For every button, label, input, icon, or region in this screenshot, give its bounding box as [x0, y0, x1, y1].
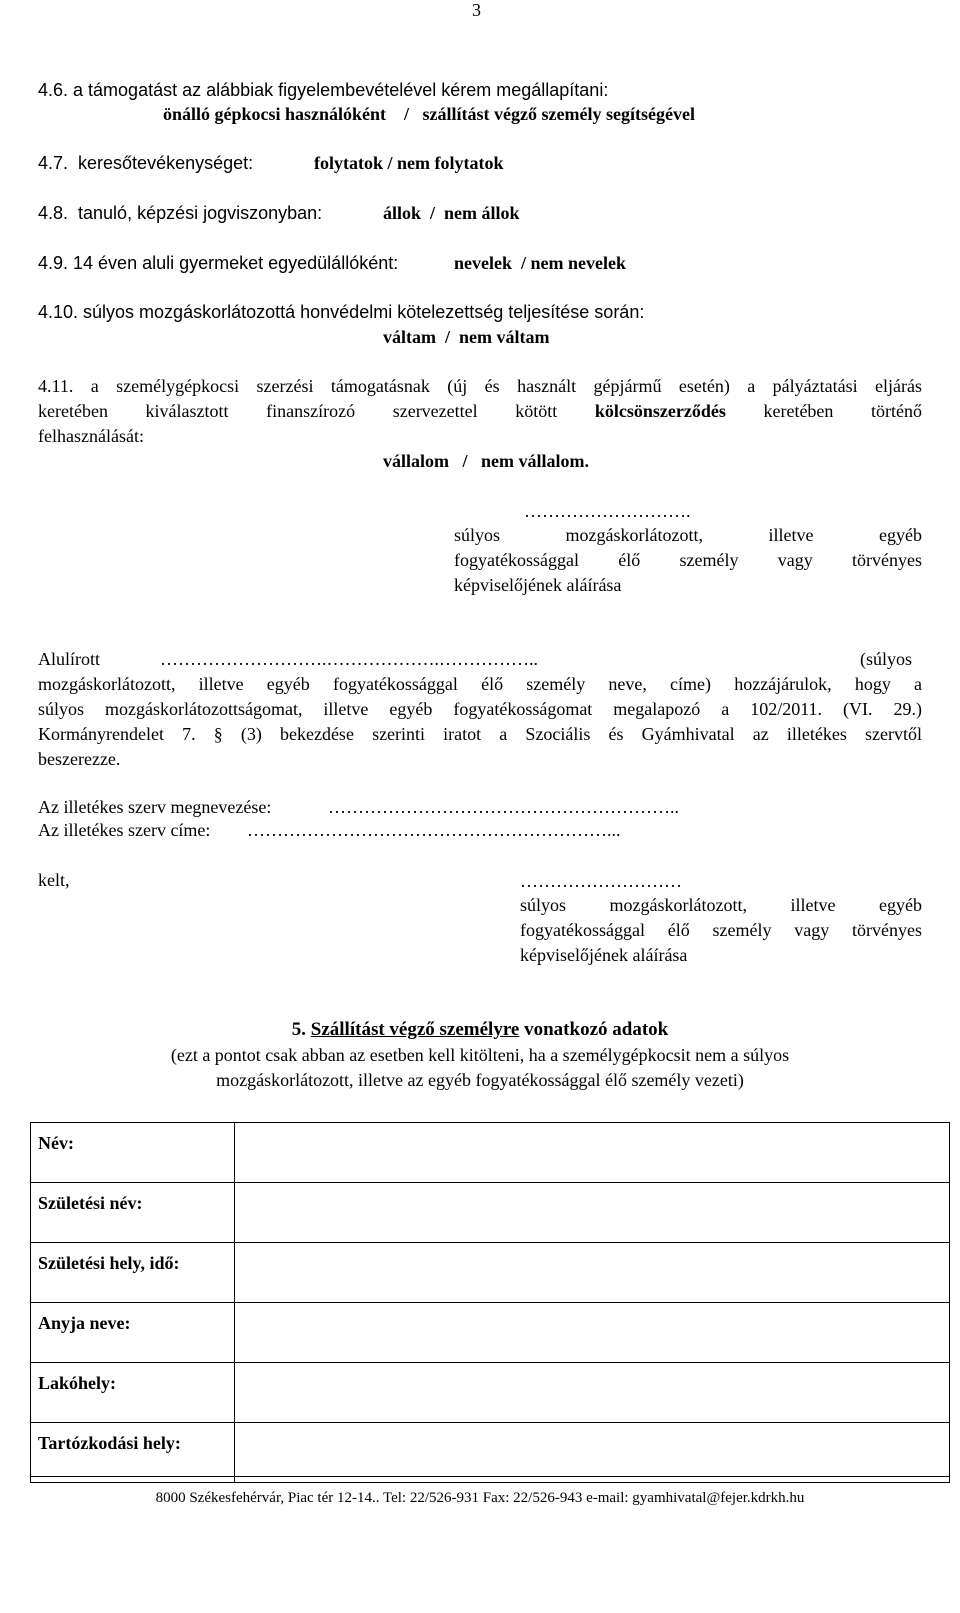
authority-address-label: Az illetékes szerv címe:: [38, 820, 211, 840]
consent-line2: mozgáskorlátozott, illetve egyéb fogyatékossággal élő személy neve, címe) hozzájárulok, hogy a: [38, 674, 922, 694]
form-row-szuletesi-nev: [31, 1183, 950, 1243]
item-4-8-label: 4.8. tanuló, képzési jogviszonyban:: [38, 203, 323, 223]
item-4-10-options: váltam / nem váltam: [383, 327, 550, 347]
item-4-7-label: 4.7. keresőtevékenységet:: [38, 153, 254, 173]
section-5-title: 5. Szállítást végző személyre vonatkozó adatok: [291, 1019, 669, 1040]
form-row-anyja-neve: [31, 1303, 950, 1363]
form-row-lakohely: [31, 1363, 950, 1423]
form-row-nev: [31, 1123, 950, 1183]
consent-line1-end: (súlyos: [860, 649, 913, 669]
authority-name-label: Az illetékes szerv megnevezése:: [38, 797, 272, 817]
form-label-szuletesi-hely-ido: Születési hely, idő:: [31, 1243, 235, 1303]
footer-rule: [30, 1476, 950, 1477]
authority-address-dots: ……………………………………………………...: [247, 820, 621, 840]
item-4-8-options: állok / nem állok: [383, 203, 520, 223]
signature-1-line2: fogyatékossággal élő személy vagy törvényes: [454, 550, 922, 570]
item-4-6-label: 4.6. a támogatást az alábbiak figyelembevételével kérem megállapítani:: [38, 80, 609, 100]
section-5-subtitle-line2: mozgáskorlátozott, illetve az egyéb fogyatékossággal élő személy vezeti): [216, 1070, 744, 1090]
form-field-szuletesi-hely-ido[interactable]: [235, 1243, 950, 1303]
item-4-7-options: folytatok / nem folytatok: [314, 153, 504, 173]
item-4-11-line2: keretében kiválasztott finanszírozó szervezettel kötött kölcsönszerződés keretében történő: [38, 401, 923, 421]
consent-line1-label: Alulírott: [38, 649, 100, 669]
form-label-lakohely: Lakóhely:: [31, 1363, 235, 1423]
section-5-title-underlined: Szállítást végző személyre: [310, 1019, 520, 1040]
page-number: 3: [472, 0, 481, 20]
item-4-10-label: 4.10. súlyos mozgáskorlátozottá honvédelmi kötelezettség teljesítése során:: [38, 302, 645, 322]
item-4-11-options: vállalom / nem vállalom.: [383, 451, 589, 471]
consent-line3: súlyos mozgáskorlátozottságomat, illetve egyéb fogyatékosságomat megalapozó a 102/2011. (VI. 29.): [38, 699, 922, 719]
signature-2-line1: súlyos mozgáskorlátozott, illetve egyéb: [520, 895, 922, 915]
item-4-11-line1: 4.11. a személygépkocsi szerzési támogatásnak (új és használt gépjármű esetén) a pályáztatási eljárás: [38, 376, 922, 396]
signature-1-line1: súlyos mozgáskorlátozott, illetve egyéb: [454, 525, 922, 545]
form-field-szuletesi-nev[interactable]: [235, 1183, 950, 1243]
item-4-11-line3: felhasználását:: [38, 426, 144, 446]
consent-line5: beszerezze.: [38, 749, 121, 769]
consent-line4: Kormányrendelet 7. § (3) bekezdése szerinti iratot a Szociális és Gyámhivatal az illetékes szervtől: [38, 724, 922, 744]
form-row-szuletesi-hely-ido: [31, 1243, 950, 1303]
consent-line1-dots: ……………………….……………….……………..: [160, 649, 538, 669]
signature-1-dots: ……………………….: [524, 501, 691, 521]
form-field-tartozkodasi-hely[interactable]: [235, 1423, 950, 1483]
footer-contact: 8000 Székesfehérvár, Piac tér 12-14.. Tel: 22/526-931 Fax: 22/526-943 e-mail: gyamhivatal@fejer.kdrkh.hu: [155, 1490, 805, 1506]
form-label-tartozkodasi-hely: Tartózkodási hely:: [31, 1423, 235, 1483]
signature-2-line3: képviselőjének aláírása: [520, 945, 688, 965]
form-label-nev: Név:: [31, 1123, 235, 1183]
form-field-anyja-neve[interactable]: [235, 1303, 950, 1363]
form-field-nev[interactable]: [235, 1123, 950, 1183]
item-4-9-label: 4.9. 14 éven aluli gyermeket egyedülállóként:: [38, 253, 399, 273]
form-row-tartozkodasi-hely: [31, 1423, 950, 1483]
signature-1-line3: képviselőjének aláírása: [454, 575, 622, 595]
form-field-lakohely[interactable]: [235, 1363, 950, 1423]
form-label-szuletesi-nev: Születési név:: [31, 1183, 235, 1243]
signature-2-dots: ………………………: [520, 871, 682, 891]
form-label-anyja-neve: Anyja neve:: [31, 1303, 235, 1363]
driver-data-table: [30, 1122, 950, 1483]
item-4-9-options: nevelek / nem nevelek: [454, 253, 626, 273]
kolcsonszerzodes-term: kölcsönszerződés: [594, 401, 726, 421]
kelt-label: kelt,: [38, 870, 70, 890]
authority-name-dots: …………………………………………………..: [328, 797, 679, 817]
item-4-6-options: önálló gépkocsi használóként / szállítást végző személy segítségével: [163, 104, 695, 124]
signature-2-line2: fogyatékossággal élő személy vagy törvényes: [520, 920, 922, 940]
section-5-subtitle-line1: (ezt a pontot csak abban az esetben kell kitölteni, ha a személygépkocsit nem a súlyos: [170, 1045, 790, 1065]
